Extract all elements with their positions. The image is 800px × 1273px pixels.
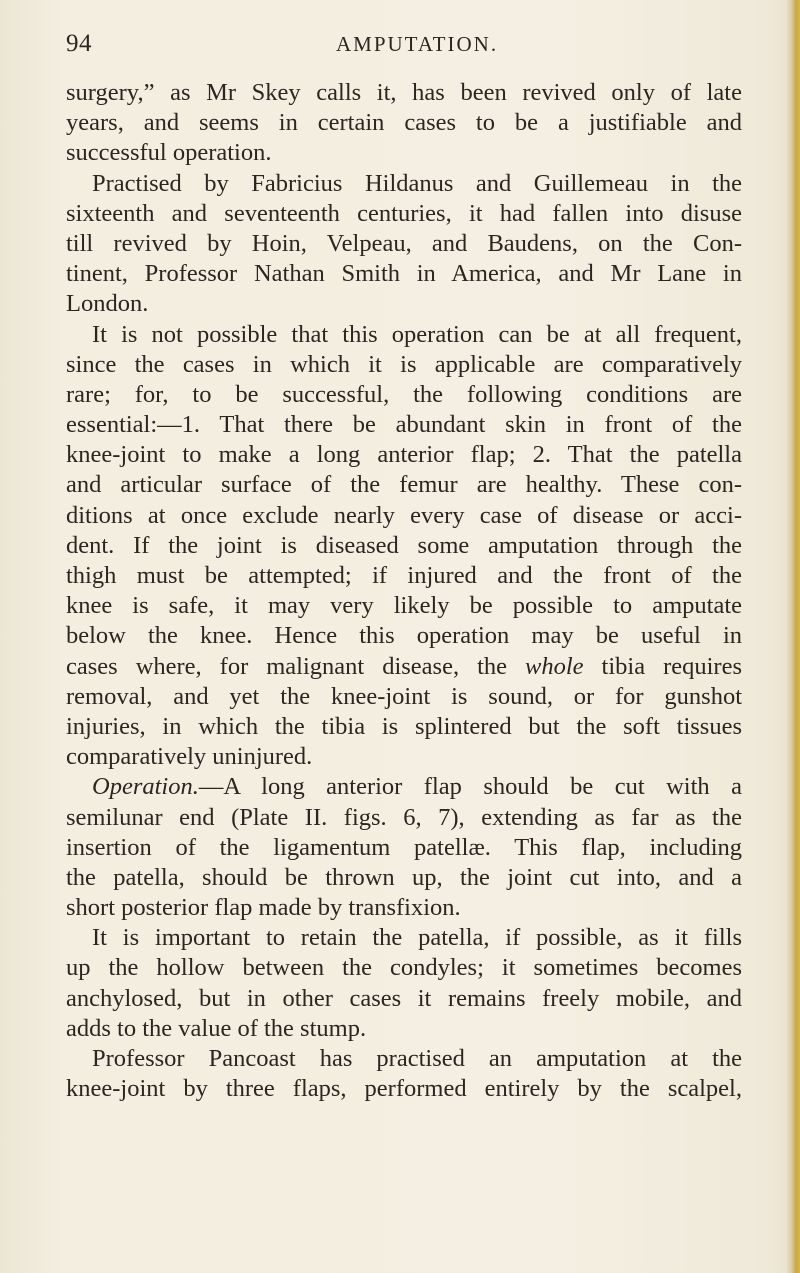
text-line: surgery,” as Mr Skey calls it, has been revived only of late <box>66 79 742 106</box>
text-line: ditions at once exclude nearly every case of disease or acci- <box>66 501 742 529</box>
text-line: knee-joint by three flaps, performed entirely by the scalpel, <box>66 1075 742 1103</box>
text-line: tinent, Professor Nathan Smith in America, and Mr Lane in <box>66 260 742 288</box>
text-line: It is important to retain the patella, if possible, as it fills <box>92 924 742 952</box>
text-run: cases where, for malignant disease, the <box>66 652 526 680</box>
text-line: successful operation. <box>66 139 272 167</box>
page-number: 94 <box>66 30 92 57</box>
text-line: insertion of the ligamentum patellæ. This flap, including <box>66 833 742 861</box>
text-line: injuries, in which the tibia is splintered but the soft tissues <box>66 712 742 740</box>
text-line: comparatively uninjured. <box>66 743 313 771</box>
running-head: AMPUTATION. <box>336 32 499 56</box>
text-line: knee is safe, it may very likely be possible to amputate <box>66 592 742 620</box>
text-line: rare; for, to be successful, the following conditions are <box>66 380 742 408</box>
text-line: Practised by Fabricius Hildanus and Guillemeau in the <box>92 169 742 197</box>
text-line: and articular surface of the femur are healthy. These con- <box>66 471 742 499</box>
text-run: tibia requires <box>583 652 742 680</box>
text-line: knee-joint to make a long anterior flap; 2. That the patella <box>66 441 742 469</box>
text-line: till revived by Hoin, Velpeau, and Baudens, on the Con- <box>66 229 742 257</box>
page-edge <box>786 0 800 1273</box>
text-line: adds to the value of the stump. <box>66 1014 367 1042</box>
page-header <box>66 30 726 70</box>
text-line: London. <box>66 290 149 318</box>
text-line: below the knee. Hence this operation may be useful in <box>66 622 742 650</box>
text-line: years, and seems in certain cases to be a justifiable and <box>66 109 742 137</box>
text-line: essential:—1. That there be abundant skin in front of the <box>66 411 742 439</box>
text-line: It is not possible that this operation can be at all frequent, <box>92 320 742 348</box>
italic-text: Operation. <box>92 773 199 801</box>
text-line <box>66 652 742 682</box>
text-line: the patella, should be thrown up, the joint cut into, and a <box>66 863 742 891</box>
text-line: sixteenth and seventeenth centuries, it had fallen into disuse <box>66 199 742 227</box>
text-line: since the cases in which it is applicable are comparatively <box>66 350 742 378</box>
italic-text: whole <box>525 652 584 680</box>
text-line: thigh must be attempted; if injured and the front of the <box>66 562 742 589</box>
text-line: dent. If the joint is diseased some amputation through the <box>66 531 742 559</box>
text-line: removal, and yet the knee-joint is sound, or for gunshot <box>66 682 742 710</box>
text-line <box>66 772 742 802</box>
text-line: up the hollow between the condyles; it sometimes becomes <box>66 954 742 982</box>
text-line: Professor Pancoast has practised an amputation at the <box>92 1045 742 1072</box>
text-run: —A long anterior flap should be cut with a <box>198 773 742 801</box>
text-line: semilunar end (Plate II. figs. 6, 7), extending as far as the <box>66 803 742 831</box>
text-line: anchylosed, but in other cases it remains freely mobile, and <box>66 984 742 1012</box>
body-text <box>66 78 742 1104</box>
text-line: short posterior flap made by transfixion. <box>66 894 461 922</box>
